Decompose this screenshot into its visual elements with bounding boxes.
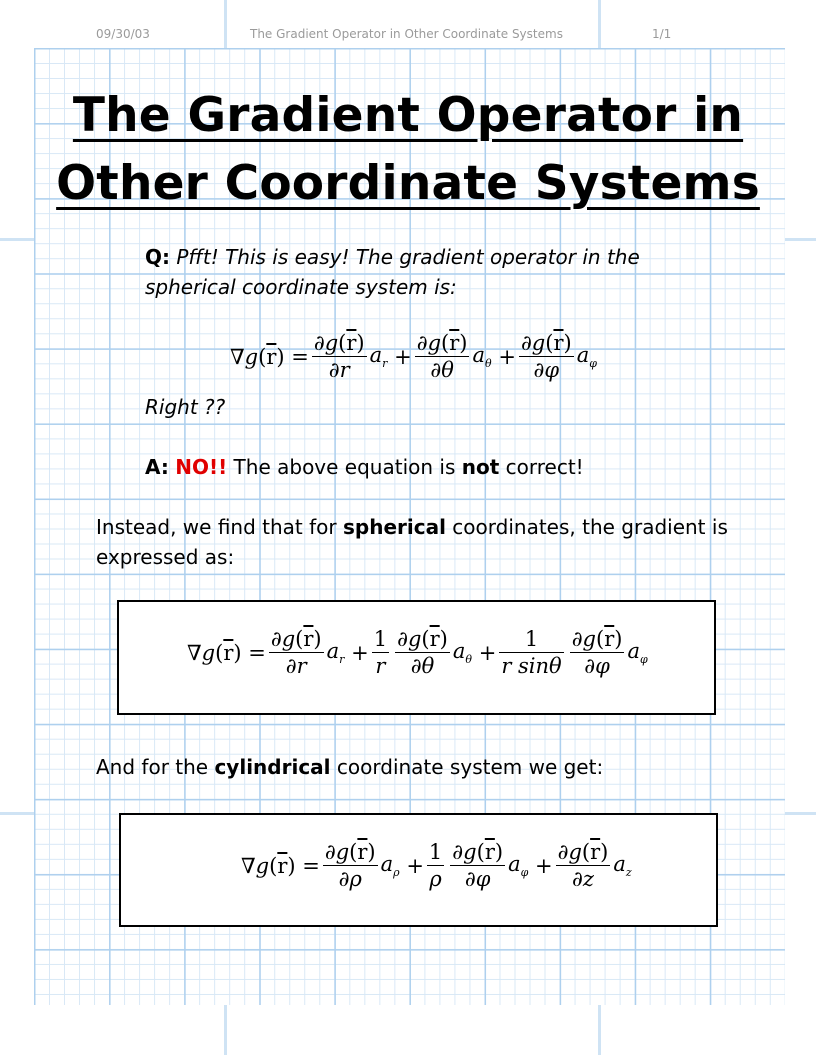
position-vector-r: $\overline{r}$ [266,344,277,369]
fraction-dg-dphi: $\frac{\partial g(\overline{r})}{\partial\varphi}$ [520,331,572,382]
plus-sign: + [394,344,412,369]
question-label: Q: [145,245,170,269]
unit-vector-a-r: $a_r$ [326,638,345,667]
cylindrical-emphasis: cylindrical [214,755,331,779]
spherical-gradient-equation: ∇ g ( $\overline{r}$ ) = $\frac{\partial g(\overline{r})}{\partial r}$ $a_r$ + $\frac{1}{r}$ $\frac{\partial g(\overline{r})}{\partial\theta}$ $a_\theta$ + $\frac{1}{\text{r sinθ}}$ $\frac{\partial g(\overline{r})}{\partial\varphi}$ $a_\varphi$ [187,627,648,678]
unit-vector-a-theta: $a_\theta$ [452,638,473,667]
fraction-one-over-r: $\frac{1}{r}$ [373,627,388,678]
nabla-symbol: ∇ [230,344,245,369]
unit-vector-a-r: $a_r$ [369,342,388,371]
unit-vector-a-phi: $a_\varphi$ [627,638,648,667]
cylindrical-gradient-equation: ∇ g ( $\overline{r}$ ) = $\frac{\partial g(\overline{r})}{\partial\rho}$ $a_\rho$ + $\frac{1}{\rho}$ $\frac{\partial g(\overline{r})}{\partial\varphi}$ $a_\varphi$ + $\frac{\partial g(\overline{r})}{\partial z}$ $a_z$ [241,840,632,891]
question-right-text: Right ?? [145,395,226,419]
unit-vector-a-rho: $a_\rho$ [380,851,400,880]
incorrect-gradient-equation: ∇ g ( $\overline{r}$ ) = $\frac{\partial g(\overline{r})}{\partial r}$ $a_r$ + $\frac{\partial g(\overline{r})}{\partial\theta}$ $a_\theta$ + $\frac{\partial g(\overline{r})}{\partial\varphi}$ $a_\varphi$ [230,331,597,382]
fraction-dg-dz: $\frac{\partial g(\overline{r})}{\partial z}$ [557,840,609,891]
fraction-dg-dphi: $\frac{\partial g(\overline{r})}{\partial\varphi}$ [452,840,504,891]
answer-paragraph [145,452,584,482]
plus-sign: + [498,344,516,369]
answer-text-end: correct! [499,455,584,479]
answer-label: A: [145,455,169,479]
header-doc-title: The Gradient Operator in Other Coordinate Systems [250,27,563,41]
answer-not-emphasis: not [461,455,500,479]
question-paragraph [145,242,697,302]
page-title-line-1: The Gradient Operator in [72,88,744,143]
spherical-paragraph: Instead, we find that for spherical coordinates, the gradient is expressed as: [96,515,728,569]
fraction-one-over-r-sin-theta: $\frac{1}{\text{r sinθ}}$ [501,627,562,678]
answer-text: The above equation is [227,455,462,479]
spherical-gradient-box [117,600,716,715]
question-text-line-2: spherical coordinate system is: [145,275,457,299]
fraction-dg-dr: $\frac{\partial g(\overline{r})}{\partial r}$ [270,627,322,678]
unit-vector-a-phi: $a_\varphi$ [576,342,597,371]
fraction-dg-dr: $\frac{\partial g(\overline{r})}{\partial r}$ [313,331,365,382]
fraction-dg-drho: $\frac{\partial g(\overline{r})}{\partial\rho}$ [324,840,376,891]
answer-no-emphasis: NO!! [175,455,228,479]
page-title-line-2: Other Coordinate Systems [56,156,760,211]
question-text-line-1: Pfft! This is easy! The gradient operator in the [176,245,640,269]
spherical-emphasis: spherical [342,515,446,539]
fraction-dg-dphi: $\frac{\partial g(\overline{r})}{\partial\varphi}$ [571,627,623,678]
unit-vector-a-theta: $a_\theta$ [472,342,492,371]
fraction-dg-dtheta: $\frac{\partial g(\overline{r})}{\partial\theta}$ [397,627,448,678]
fraction-one-over-rho: $\frac{1}{\rho}$ [428,840,443,891]
fraction-dg-dtheta: $\frac{\partial g(\overline{r})}{\partial\theta}$ [416,331,468,382]
cylindrical-gradient-box [119,813,718,927]
header-page-number: 1/1 [652,27,672,41]
function-g: g [244,344,259,369]
equals-sign: = [291,344,309,369]
header-date: 09/30/03 [96,27,150,41]
unit-vector-a-z: $a_z$ [613,851,632,880]
cylindrical-paragraph: And for the cylindrical coordinate system we get: [96,755,604,779]
unit-vector-a-phi: $a_\varphi$ [508,851,529,880]
